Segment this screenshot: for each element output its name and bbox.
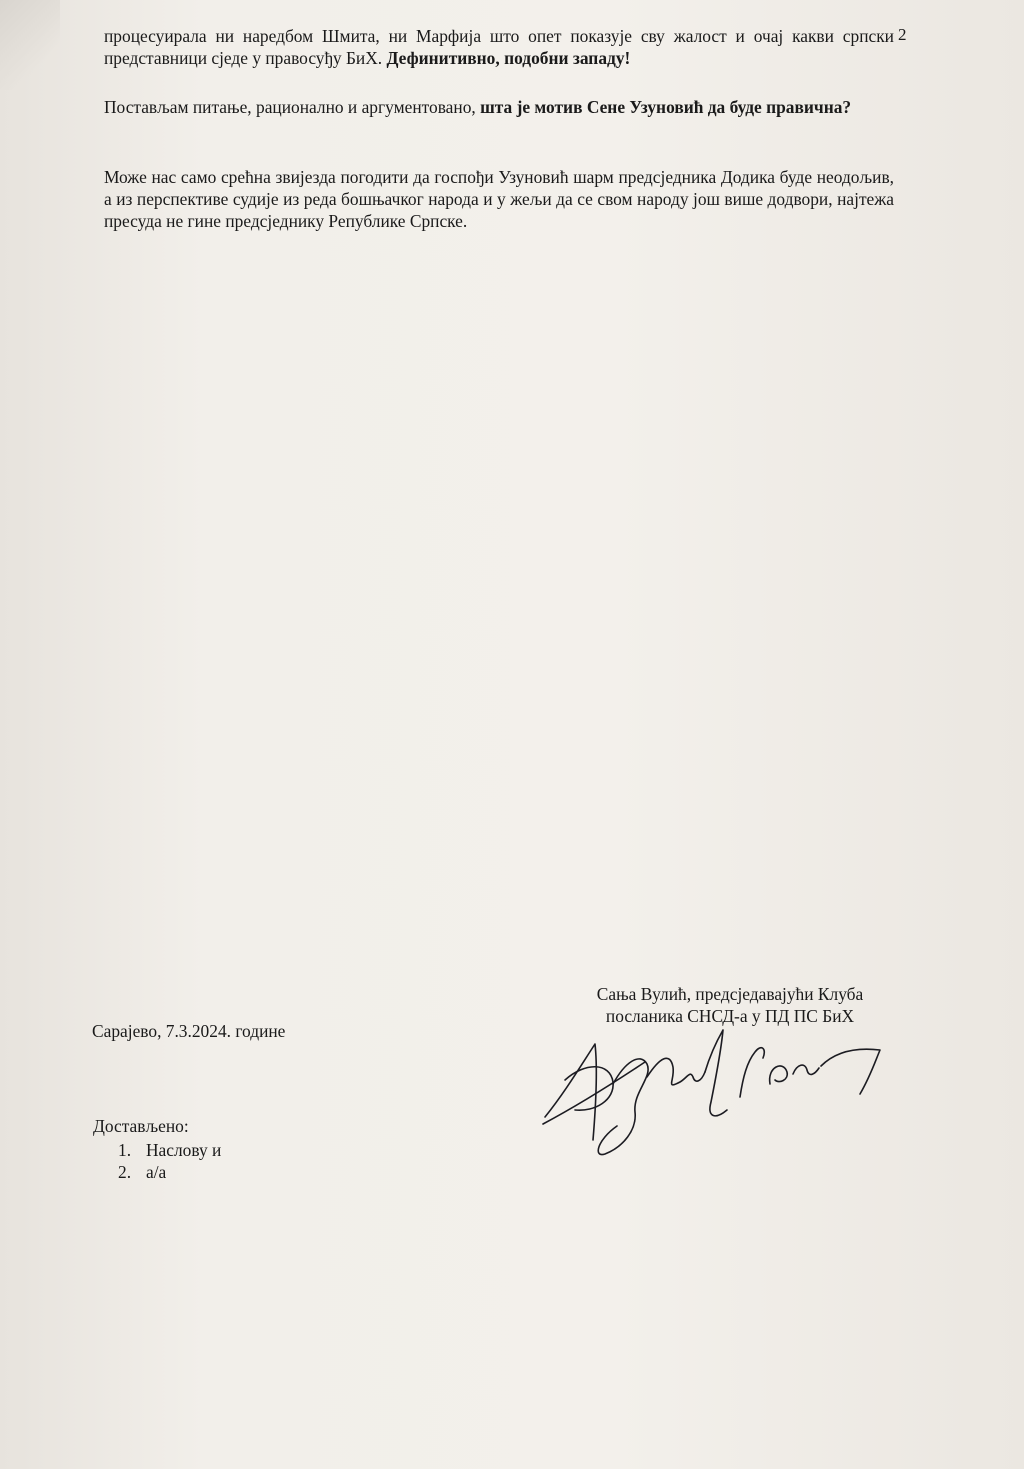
signatory-name-title: Сања Вулић, предсједавајући Клуба	[596, 984, 864, 1004]
paragraph-2-text: Постављам питање, рационално и аргументовано,	[104, 97, 481, 117]
list-item-number: 2.	[118, 1162, 132, 1182]
page-number: 2	[898, 25, 907, 44]
list-item-text: Наслову и	[146, 1140, 222, 1160]
delivered-label: Достављено:	[93, 1116, 189, 1136]
paragraph-3	[104, 166, 894, 232]
paragraph-2	[104, 96, 894, 118]
page-corner-fold	[0, 0, 60, 90]
list-item-text: а/а	[146, 1162, 167, 1182]
paragraph-2-bold: шта је мотив Сене Узуновић да буде правична?	[480, 97, 852, 117]
paragraph-3-text: Може нас само срећна звијезда погодити да госпођи Узуновић шарм предсједника Додика буде неодољив, а из перспективе судије из реда бошњачког народа и у жељи да се свом народу још више додвори, најтежа пресуда не гине предсједнику Републике Српске.	[104, 167, 894, 231]
paragraph-1-text: процесуирала ни наредбом Шмита, ни Марфија што опет показује сву жалост и очај какви српски представници сједе у правосуђу БиХ.	[104, 26, 894, 68]
delivered-list	[118, 1139, 221, 1183]
list-item-number: 1.	[118, 1140, 132, 1160]
place-date: Сарајево, 7.3.2024. године	[92, 1021, 286, 1041]
signatory-club: посланика СНСД-а у ПД ПС БиХ	[605, 1006, 855, 1026]
handwritten-signature	[535, 1022, 895, 1162]
signatory-block	[540, 983, 920, 1027]
paragraph-1-bold: Дефинитивно, подобни западу!	[386, 48, 631, 68]
list-item	[118, 1139, 221, 1161]
paragraph-1	[104, 25, 894, 69]
list-item	[118, 1161, 221, 1183]
